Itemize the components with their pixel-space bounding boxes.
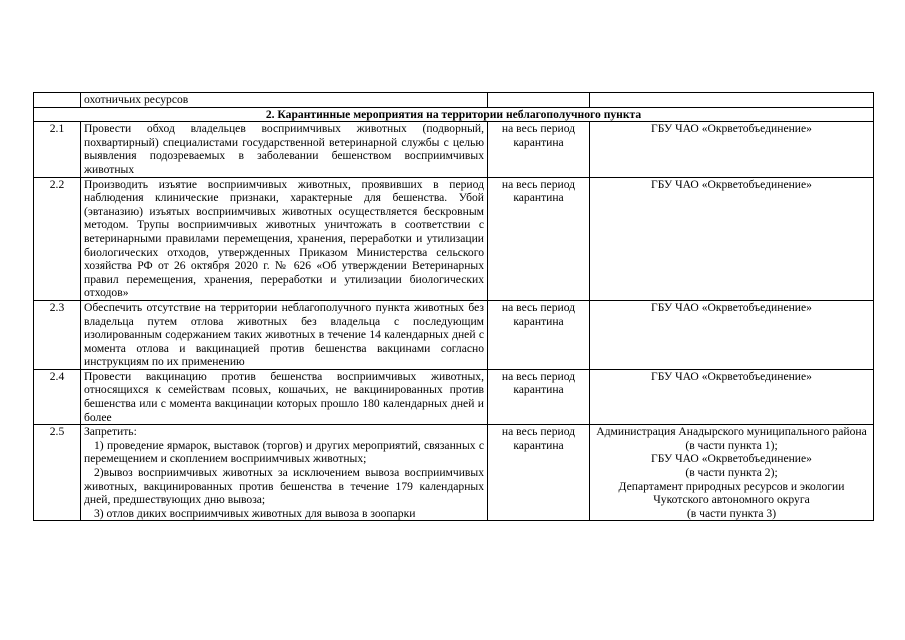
desc-cell: охотничьих ресурсов — [81, 93, 488, 108]
measures-table — [33, 92, 874, 521]
resp-cell: ГБУ ЧАО «Окрветобъединение» — [590, 369, 874, 424]
table-row — [34, 369, 874, 424]
term-cell — [488, 93, 590, 108]
prohibition-item: 2)вывоз восприимчивых животных за исключением вывоза восприимчивых животных, вакцинированных против бешенства в течение 179 календарных дней, предшествующих дню вывоза; — [84, 466, 484, 507]
table-row — [34, 300, 874, 369]
desc-cell: Обеспечить отсутствие на территории неблагополучного пункта животных без владельца путем отлова животных без владельца с последующим изолированным содержанием таких животных в течение 14 календарных дней с момента отлова и вакцинацией против бешенства вакцинами согласно инструкциям по их применению — [81, 300, 488, 369]
desc-cell — [81, 425, 488, 521]
term-cell: на весь период карантина — [488, 369, 590, 424]
num-cell: 2.4 — [34, 369, 81, 424]
resp-line: ГБУ ЧАО «Окрветобъединение» — [651, 452, 812, 466]
table-row — [34, 425, 874, 521]
resp-line: Департамент природных ресурсов и экологии Чукотского автономного округа — [618, 479, 845, 507]
prohibition-intro: Запретить: — [84, 425, 137, 439]
section-title: 2. Карантинные мероприятия на территории неблагополучного пункта — [34, 107, 874, 122]
table-row — [34, 122, 874, 177]
term-cell: на весь период карантина — [488, 122, 590, 177]
resp-line: (в части пункта 2); — [685, 466, 778, 480]
num-cell: 2.5 — [34, 425, 81, 521]
num-cell: 2.3 — [34, 300, 81, 369]
resp-cell — [590, 425, 874, 521]
term-cell: на весь период карантина — [488, 425, 590, 521]
resp-line: Администрация Анадырского муниципального района (в части пункта 1); — [596, 425, 867, 452]
desc-cell: Провести вакцинацию против бешенства восприимчивых животных, относящихся к семействам псовых, кошачьих, не вакцинированных против бешенства или с момента вакцинации которых прошло 180 календарных дней и более — [81, 369, 488, 424]
document-page — [33, 92, 873, 521]
resp-cell — [590, 93, 874, 108]
desc-cell: Провести обход владельцев восприимчивых животных (подворный, похвартирный) специалистами государственной ветеринарной службы с целью выявления подозреваемых в заболевании бешенством восприимчивых животных — [81, 122, 488, 177]
resp-cell: ГБУ ЧАО «Окрветобъединение» — [590, 122, 874, 177]
section-header-row — [34, 107, 874, 122]
num-cell: 2.1 — [34, 122, 81, 177]
prohibition-item: 3) отлов диких восприимчивых животных для вывоза в зоопарки — [94, 506, 416, 520]
term-cell: на весь период карантина — [488, 300, 590, 369]
resp-cell: ГБУ ЧАО «Окрветобъединение» — [590, 300, 874, 369]
num-cell — [34, 93, 81, 108]
prohibition-item: 1) проведение ярмарок, выставок (торгов) и других мероприятий, связанных с перемещением и скоплением восприимчивых животных; — [84, 438, 484, 466]
table-row — [34, 177, 874, 300]
num-cell: 2.2 — [34, 177, 81, 300]
resp-cell: ГБУ ЧАО «Окрветобъединение» — [590, 177, 874, 300]
desc-cell: Производить изъятие восприимчивых животных, проявивших в период наблюдения клинические признаки, характерные для бешенства. Убой (эвтаназию) изъятых восприимчивых животных осуществляется бескровным методом. Трупы восприимчивых животных уничтожать в соответствии с ветеринарными правилами перемещения, хранения, переработки и утилизации биологических отходов, утвержденных Приказом Министерства сельского хозяйства РФ от 26 октября 2020 г. № 626 «Об утверждении Ветеринарных правил перемещения, хранения, переработки и утилизации биологических отходов» — [81, 177, 488, 300]
term-cell: на весь период карантина — [488, 177, 590, 300]
table-row — [34, 93, 874, 108]
resp-line: (в части пункта 3) — [686, 506, 777, 520]
